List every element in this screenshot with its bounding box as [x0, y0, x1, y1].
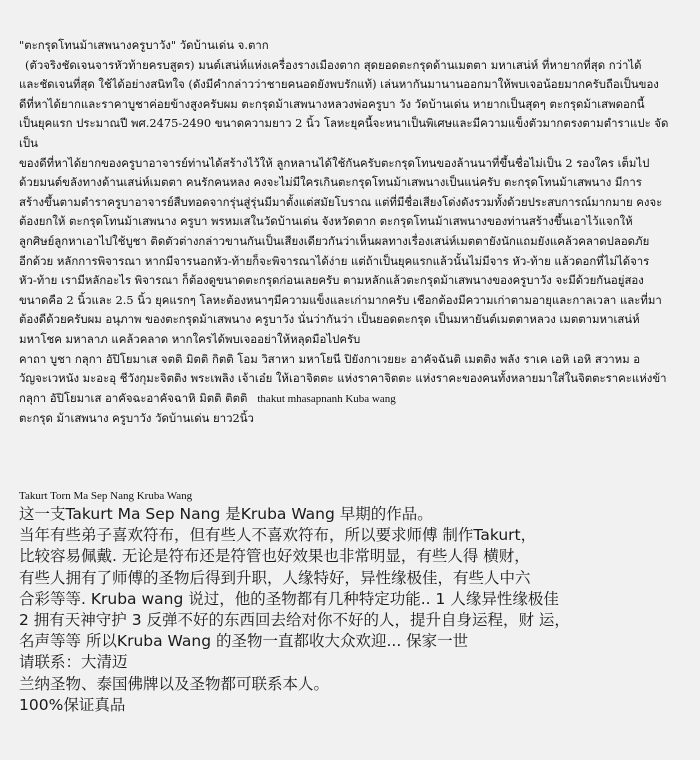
thai-description	[19, 36, 687, 429]
thai-body-line: ต้องยกให้ ตะกรุดโทนม้าเสพนาง ครูบา พรหมเสในวัดบ้านเด่น จังหวัดตาก ตะกรุดโทนม้าเสพนางของท่านสร้างขึ้นเอาไว้แจกให้	[19, 214, 633, 229]
thai-body-line: สร้างขึ้นตามตำราครูบาอาจารย์สืบทอดจากรุ่นสู่รุ่นมีมาตั้งแต่สมัยโบราณ แต่ที่มีชื่อเสียงโด่งดังรวมทั้งด้วยประสบการณ์มากมาย คงจะ	[19, 194, 663, 209]
chinese-line: 有些人拥有了师傅的圣物后得到升职，人缘特好，异性缘极佳，有些人中六	[19, 568, 531, 587]
thai-body-line: ขนาดคือ 2 นิ้วและ 2.5 นิ้ว ยุคแรกๆ โลหะต้องหนาๆมีความแข็งและเก่ามากครับ เชือกต้องมีความเก่าตามอายุและกาลเวลา และที่มา	[19, 292, 662, 307]
english-title: Takurt Torn Ma Sep Nang Kruba Wang	[19, 490, 193, 502]
chinese-line: 合彩等等. Kruba wang 说过，他的圣物都有几种特定功能.. 1 人缘异性缘极佳	[19, 589, 559, 608]
thai-title-line: "ตะกรุดโทนม้าเสพนางครูบาวัง" วัดบ้านเด่น จ.ตาก	[19, 38, 269, 52]
thai-footer-line: ตะกรุด ม้าเสพนาง ครูบาวัง วัดบ้านเด่น ยาว2นิ้ว	[19, 411, 254, 426]
thai-body-line: (ตัวจริงชัดเจนจารหัวท้ายครบสูตร) มนต์เสน่ห์แห่งเครื่องรางเมืองตาก สุดยอดตะกรุดด้านเมตตา มหาเสน่ห์ ที่หายากที่สุด กว่าได้	[25, 57, 642, 72]
katha-line	[19, 389, 687, 410]
thai-body-line: ของดีที่หาได้ยากของครูบาอาจารย์ท่านได้สร้างไว้ให้ ลูกหลานได้ใช้กันครับตะกรุดโทนของล้านนาที่ขึ้นชื่อไม่เป็น 2 รองใคร เต็มไป	[19, 155, 650, 170]
katha-line-text: กลุกา อัปิโยมาเส อาคัจฉะอาคัจฉาหิ มิตติ ติตติ	[19, 390, 248, 405]
katha-romanization: thakut mhasapnanh Kuba wang	[257, 392, 396, 405]
thai-body-line: ดีที่หาได้ยากและราคาบูชาค่อยข้างสูงครับผม ตะกรุดม้าเสพนางหลวงพ่อครูบา วัง วัดบ้านเด่น หายากเป็นสุดๆ ตะกรุดม้าเสพดอกนี้	[19, 96, 645, 111]
authenticity-guarantee: 100%保证真品	[19, 695, 126, 714]
thai-body-line: หัว-ท้าย เรามีหลักอะไร พิจารณา ก็ต้องดูขนาดตะกรุดก่อนเลยครับ ตามหลักแล้วตะกรุดม้าเสพนางของครูบาวัง จะมีด้วยกันอยู่สอง	[19, 273, 644, 288]
chinese-line: 名声等等 所以Kruba Wang 的圣物一直都收大众欢迎... 保家一世	[19, 632, 469, 651]
katha-line: คาถา บูชา กลุกา อัปิโยมาเส จตติ มิตติ กิตติ โอม วิสาหา มหาโยนี ปิยังกาเวยยะ อาคัจฉันติ เมตติง พลัง ราเค เอหิ เอหิ สวาหม อ	[19, 351, 641, 366]
thai-body-line: เป็นยุคแรก ประมาณปี พศ.2475-2490 ขนาดความยาว 2 นิ้ว โลหะยุคนี้จะหนาเป็นพิเศษและมีความแข็งตัวมากตรงตามตำราแปะ จัดเป็น	[19, 116, 669, 150]
chinese-line: 比较容易佩戴. 无论是符布还是符管也好效果也非常明显，有些人得 横财，	[19, 547, 530, 566]
thai-body-line: ลูกศิษย์ลูกหาเอาไปใช้บูชา ติดตัวต่างกล่าวขานกันเป็นเสียงเดียวกันว่าเห็นผลทางเรื่องเสน่ห์เมตตายังนักแถมยังแคล้วคลาดปลอดภัย	[19, 233, 650, 248]
thai-body-line: มหาโชค มหาลาภ แคล้วคลาด หากใครได้พบเจออย่าให้หลุดมือไปครับ	[19, 331, 361, 346]
chinese-line: 当年有些弟子喜欢符布，但有些人不喜欢符布，所以要求师傅 制作Takurt，	[19, 526, 537, 545]
chinese-line: 这一支Takurt Ma Sep Nang 是Kruba Wang 早期的作品。	[19, 505, 433, 523]
thai-body-line: อีกด้วย หลักการพิจารณา หากมีจารนอกหัว-ท้ายก็จะพิจารณาได้ง่าย แต่ถ้าเป็นยุคแรกแล้วนั้นไม่มีจาร หัว-ท้าย แล้วดอกที่ไม่ได้จาร	[19, 253, 650, 268]
chinese-line: 2 拥有天神守护 3 反弹不好的东西回去给对你不好的人，提升自身运程，财 运，	[19, 611, 570, 630]
contact-note: 兰纳圣物、泰国佛牌以及圣物都可联系本人。	[19, 674, 330, 693]
chinese-description	[19, 504, 691, 716]
thai-body-line: ด้วยมนต์ขลังทางด้านเสน่ห์เมตตา คนรักคนหลง คงจะไม่มีใครเกินตะกรุดโทนม้าเสพนางเป็นแน่ครับ ตะกรุดโทนม้าเสพนาง มีการ	[19, 175, 642, 190]
thai-body-line: ต้องดีด้วยครับผม อนุภาพ ของตะกรุดม้าเสพนาง ครูบาวัง นั่นว่ากันว่า เป็นยอดตะกรุด เป็นมหายันต์เมตตาหลวง เมตตามหาเสน่ห์	[19, 312, 640, 327]
thai-body-line: และชัดเจนที่สุด ใช้ได้อย่างสนิทใจ (ดังมีคำกล่าวว่าชายคนอดยังพบรักแท้) เล่นหากันมานานออกมาให้พบเจอน้อยมากครับถือเป็นของ	[19, 77, 659, 92]
katha-line: วัญจะเวหนัง มะอะอุ ชีวังกุมะจิตติง พระเพลิง เจ้าเอ๋ย ให้เอาจิตตะ แห่งราคาจิตตะ แห่งราคะของคนทั้งหลายมาใส่ในจิตตะราคะแห่งข้า	[19, 371, 667, 386]
contact-line: 请联系：大清迈	[19, 653, 128, 672]
